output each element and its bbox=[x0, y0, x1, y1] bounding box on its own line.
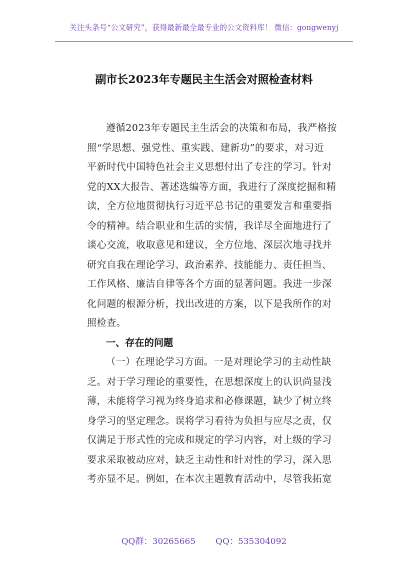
paragraph-line: 谈心交流，收取意见和建议，全方位地、深层次地寻找并 bbox=[87, 240, 332, 251]
paragraph-line: 乏。对于学习理论的重要性，在思想深度上的认识尚显浅 bbox=[87, 376, 332, 388]
document-title: 副市长2023年专题民主生活会对照检查材料 bbox=[95, 73, 313, 86]
paragraph-line: 照“学思想、强党性、重实践、建新功”的要求，对习近 bbox=[87, 142, 324, 154]
paragraph-line: 令的精神。结合职业和生活的实情，我详尽全面地进行了 bbox=[87, 220, 332, 232]
document-body bbox=[87, 119, 337, 490]
section-heading: 一、存在的问题 bbox=[106, 337, 174, 349]
paragraph-line: 照检查。 bbox=[87, 318, 127, 329]
paragraph-line: 考亦显不足。例如，在本次主题教育活动中，尽管我拓宽 bbox=[87, 474, 332, 485]
paragraph-line: 读，全方位地贯彻执行习近平总书记的重要发言和重要指 bbox=[87, 201, 332, 212]
paragraph-line: 党的XX大报告、著述选编等方面，我进行了深度挖掘和精 bbox=[87, 181, 337, 193]
footer-qq-group: QQ群：30265665 bbox=[121, 537, 196, 547]
paragraph-line: 薄，未能将学习视为终身追求和必修课题，缺少了树立终 bbox=[87, 396, 332, 407]
paragraph-line: 仅满足于形式性的完成和规定的学习内容，对上级的学习 bbox=[87, 435, 332, 446]
header-divider bbox=[55, 41, 353, 42]
paragraph-line: 研究自我在理论学习、政治素养、技能能力、责任担当、 bbox=[87, 259, 332, 271]
paragraph-line: 遵循2023年专题民主生活会的决策和布局，我严格按 bbox=[106, 123, 337, 134]
footer-qq-contact: QQ：535304092 bbox=[215, 537, 287, 547]
page-header-notice: 关注头条号“公文研究”，获得最新最全最专业的公文资料库！ 微信：gongwenyj bbox=[69, 23, 339, 32]
page-footer bbox=[0, 535, 408, 547]
paragraph-line: 要求采取被动应对，缺乏主动性和针对性的学习，深入思 bbox=[87, 454, 332, 466]
paragraph-line: 身学习的坚定理念。误将学习看待为负担与应尽之责，仅 bbox=[87, 415, 332, 427]
paragraph-line: 化问题的根源分析，找出改进的方案，以下是我所作的对 bbox=[87, 298, 332, 310]
paragraph-line: （一）在理论学习方面。一是对理论学习的主动性缺 bbox=[106, 357, 332, 368]
paragraph-line: 工作风格、廉洁自律等各个方面的显著问题。我进一步深 bbox=[87, 279, 332, 290]
paragraph-line: 平新时代中国特色社会主义思想付出了专注的学习。针对 bbox=[87, 162, 332, 173]
